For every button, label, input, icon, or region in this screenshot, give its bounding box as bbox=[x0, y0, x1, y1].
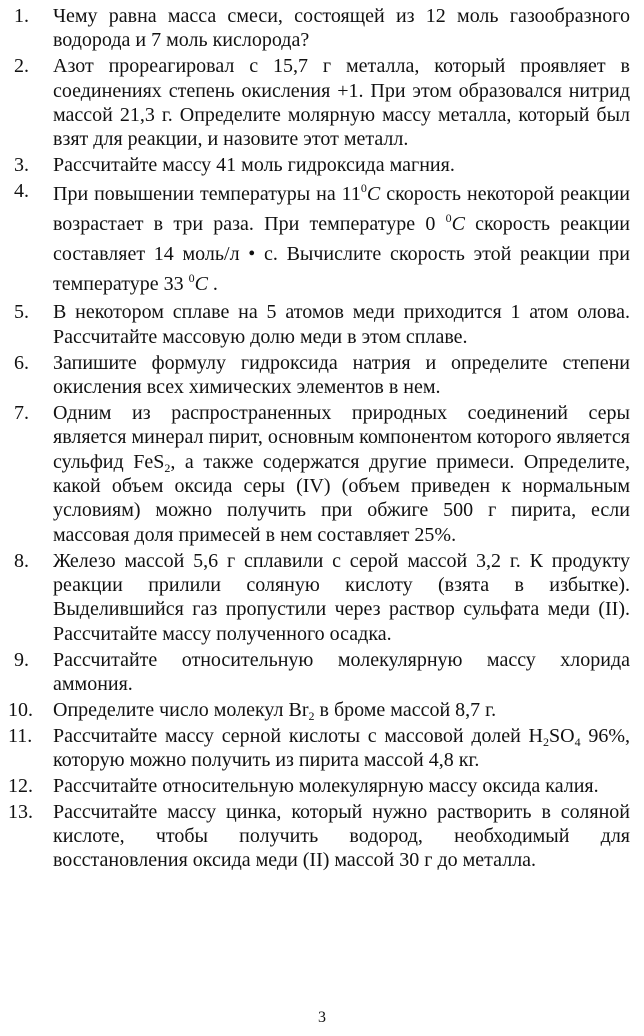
problem-list bbox=[8, 4, 631, 874]
problem-4 bbox=[14, 179, 630, 299]
problem-text: Азот прореагировал с 15,7 г металла, который проявляет в соединениях степень окисления +1. При этом образовался нитрид массой 21,3 г. Определите молярную массу металла, который был взят для реакции, и назовите этот металл. bbox=[53, 55, 630, 151]
problem-3 bbox=[14, 153, 630, 177]
problem-text: Рассчитайте относительную молекулярную массу хлорида аммония. bbox=[53, 648, 630, 696]
formula-subscript: 4 bbox=[574, 734, 581, 749]
problem-text: Рассчитайте относительную молекулярную массу оксида калия. bbox=[53, 774, 599, 797]
degree-superscript: 0 bbox=[188, 271, 195, 286]
degree-superscript: 0 bbox=[445, 211, 452, 226]
problem-text: Запишите формулу гидроксида натрия и определите степени окисления всех химических элементов в нем. bbox=[53, 351, 630, 399]
celsius-unit: C bbox=[451, 213, 465, 236]
celsius-unit: C bbox=[194, 273, 208, 296]
text-segment: скорость некоторой реакции возрастает в три раза. При температуре 0 bbox=[53, 183, 630, 236]
problem-13 bbox=[8, 800, 630, 873]
text-segment: Одним из распространенных природных соединений серы является минерал пирит, основным компонентом которого является сульфид FeS bbox=[53, 401, 630, 473]
problem-10 bbox=[8, 698, 630, 723]
problem-number: 1. bbox=[14, 5, 29, 27]
problem-11 bbox=[8, 724, 630, 773]
problem-text bbox=[53, 179, 630, 299]
problem-number: 11. bbox=[8, 724, 33, 747]
problem-number: 8. bbox=[14, 549, 29, 572]
problem-5 bbox=[14, 300, 630, 349]
problem-text bbox=[53, 698, 630, 722]
problem-8 bbox=[14, 549, 630, 647]
text-segment: Определите число молекул Br bbox=[53, 698, 309, 721]
problem-number: 3. bbox=[14, 154, 29, 177]
problem-text bbox=[53, 724, 630, 773]
text-segment: SO bbox=[549, 724, 575, 747]
problem-text: Рассчитайте массу цинка, который нужно растворить в соляной кислоте, чтобы получить водород, необходимый для восстановления оксида меди (II) массой 30 г до металла. bbox=[53, 800, 630, 872]
problem-number: 5. bbox=[14, 301, 29, 324]
formula-subscript: 2 bbox=[164, 460, 171, 475]
text-segment: При повышении температуры на 11 bbox=[53, 183, 361, 206]
text-segment: 96%, которую можно получить из пирита массой 4,8 кг. bbox=[53, 724, 630, 772]
problem-number: 2. bbox=[14, 55, 29, 78]
celsius-unit: C bbox=[366, 183, 381, 206]
problem-12 bbox=[8, 774, 630, 798]
problem-text: Железо массой 5,6 г сплавили с серой массой 3,2 г. К продукту реакции прилили соляную кислоту (взята в избытке). Выделившийся газ пропустили через раствор сульфата меди (II). Рассчитайте массу полученного осадка. bbox=[53, 549, 630, 645]
problem-number: 9. bbox=[14, 648, 29, 671]
problem-number: 13. bbox=[8, 800, 33, 823]
text-segment: в броме массой 8,7 г. bbox=[314, 698, 497, 721]
problem-text bbox=[53, 401, 630, 547]
problem-6 bbox=[14, 351, 630, 400]
formula-subscript: 2 bbox=[308, 708, 315, 723]
text-segment: скорость реакции составляет 14 моль/л • с. Вычислите скорость этой реакции при температуре 33 bbox=[53, 213, 631, 296]
text-segment: , а также содержатся другие примеси. Определите, какой объем оксида серы (IV) (объем приведен к нормальным условиям) можно получить при обжиге 500 г пирита, если массовая доля примесей в нем составляет 25%. bbox=[53, 450, 630, 546]
text-segment: Рассчитайте массу серной кислоты с массовой долей H bbox=[53, 724, 543, 747]
degree-superscript: 0 bbox=[360, 181, 367, 196]
text-segment: . bbox=[207, 273, 218, 296]
problem-9 bbox=[14, 648, 630, 697]
problem-number: 12. bbox=[8, 774, 33, 797]
problem-number: 10. bbox=[8, 698, 33, 721]
problem-text: Чему равна масса смеси, состоящей из 12 моль газообразного водорода и 7 моль кислорода? bbox=[53, 5, 630, 52]
problem-1 bbox=[14, 4, 630, 53]
problem-number: 6. bbox=[14, 351, 29, 374]
page-number: 3 bbox=[318, 1009, 326, 1026]
problem-number: 4. bbox=[14, 180, 29, 203]
problem-text: В некотором сплаве на 5 атомов меди приходится 1 атом олова. Рассчитайте массовую долю меди в этом сплаве. bbox=[53, 301, 630, 348]
formula-subscript: 2 bbox=[543, 734, 549, 749]
problem-2 bbox=[14, 54, 630, 152]
problem-7 bbox=[14, 401, 630, 547]
problem-text: Рассчитайте массу 41 моль гидроксида магния. bbox=[53, 154, 455, 177]
problem-number: 7. bbox=[14, 401, 29, 424]
